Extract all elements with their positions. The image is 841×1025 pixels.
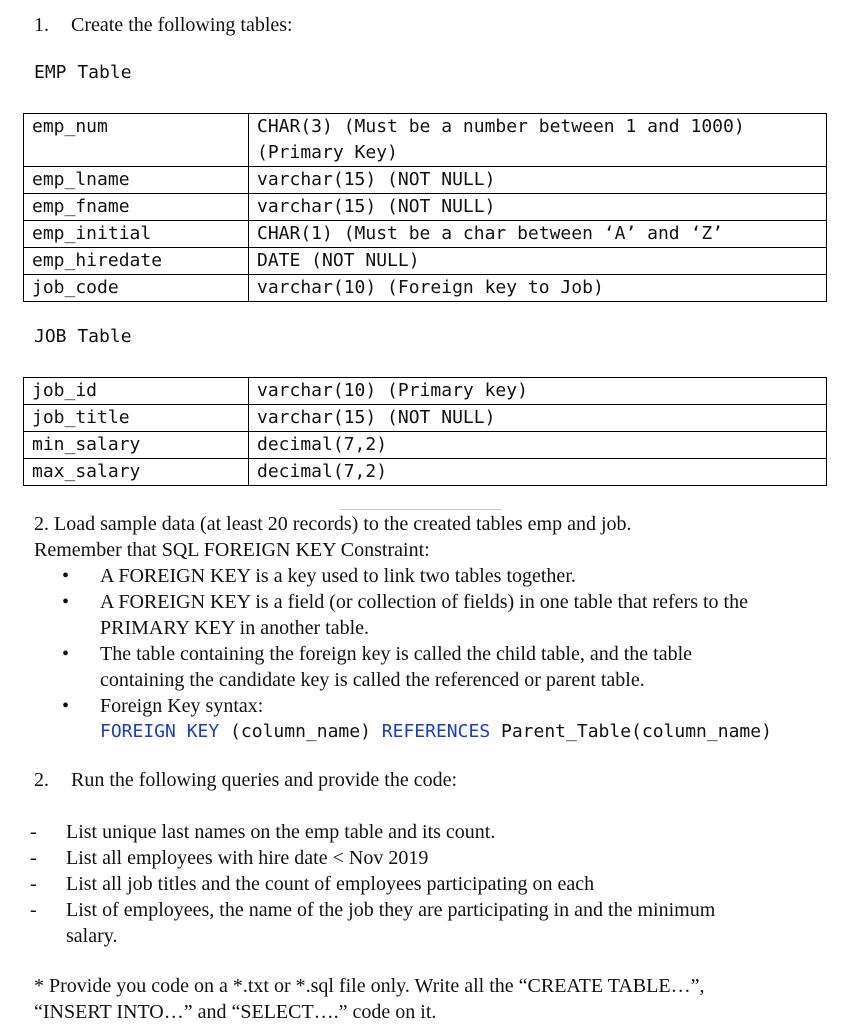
table-row bbox=[24, 405, 827, 432]
column-name: job_title bbox=[24, 405, 249, 432]
bullet-text: PRIMARY KEY in another table. bbox=[100, 617, 370, 639]
task2a-line2: Remember that SQL FOREIGN KEY Constraint: bbox=[34, 539, 430, 561]
note-line1: * Provide you code on a *.txt or *.sql file only. Write all the “CREATE TABLE…”, bbox=[34, 975, 705, 997]
list-item bbox=[62, 563, 772, 589]
task2b-heading bbox=[34, 767, 457, 793]
syntax-keyword: FOREIGN KEY bbox=[100, 721, 220, 742]
list-item bbox=[30, 871, 830, 897]
dash-marker: - bbox=[30, 821, 37, 843]
bullet-icon: • bbox=[62, 695, 70, 717]
list-item bbox=[62, 589, 772, 641]
job-table-title: JOB Table bbox=[34, 326, 132, 347]
query-text: List all job titles and the count of employees participating on each bbox=[66, 873, 595, 895]
definition-line: CHAR(3) (Must be a number between 1 and 1000) bbox=[257, 116, 745, 137]
query-text: List of employees, the name of the job they are participating in and the minimum bbox=[66, 899, 716, 921]
syntax-keyword: REFERENCES bbox=[381, 721, 491, 742]
column-definition: varchar(15) (NOT NULL) bbox=[249, 405, 827, 432]
bullet-text: The table containing the foreign key is called the child table, and the table bbox=[100, 643, 693, 665]
table-row bbox=[24, 221, 827, 248]
list-item bbox=[62, 641, 772, 693]
table-row bbox=[24, 248, 827, 275]
query-text: salary. bbox=[66, 925, 118, 947]
column-definition: varchar(15) (NOT NULL) bbox=[249, 194, 827, 221]
query-text: List unique last names on the emp table and its count. bbox=[66, 821, 496, 843]
column-definition: CHAR(1) (Must be a char between ‘A’ and ‘Z’ bbox=[249, 221, 827, 248]
list-item bbox=[30, 845, 830, 871]
query-text: List all employees with hire date < Nov 2019 bbox=[66, 847, 429, 869]
foreign-key-bullets bbox=[62, 563, 772, 745]
bullet-icon: • bbox=[62, 591, 70, 613]
definition-line: (Primary Key) bbox=[257, 142, 398, 163]
dash-marker: - bbox=[30, 847, 37, 869]
column-name: emp_fname bbox=[24, 194, 249, 221]
column-definition: varchar(10) (Foreign key to Job) bbox=[249, 275, 827, 302]
column-definition: varchar(15) (NOT NULL) bbox=[249, 167, 827, 194]
table-row bbox=[24, 432, 827, 459]
table-row bbox=[24, 459, 827, 486]
task1-text: Create the following tables: bbox=[71, 14, 293, 36]
task1-heading bbox=[34, 12, 293, 38]
task2a-line1: 2. Load sample data (at least 20 records) to the created tables emp and job. bbox=[34, 513, 632, 535]
bullet-icon: • bbox=[62, 565, 70, 587]
bullet-icon: • bbox=[62, 643, 70, 665]
dash-marker: - bbox=[30, 873, 37, 895]
column-name: max_salary bbox=[24, 459, 249, 486]
column-name: emp_lname bbox=[24, 167, 249, 194]
table-row bbox=[24, 275, 827, 302]
column-definition: decimal(7,2) bbox=[249, 432, 827, 459]
divider bbox=[340, 509, 502, 510]
syntax-text: (column_name) bbox=[219, 721, 382, 742]
bullet-text: A FOREIGN KEY is a key used to link two tables together. bbox=[100, 565, 576, 587]
column-definition: varchar(10) (Primary key) bbox=[249, 378, 827, 405]
dash-marker: - bbox=[30, 899, 37, 921]
job-table bbox=[23, 377, 827, 486]
column-definition bbox=[249, 114, 827, 167]
note-line2: “INSERT INTO…” and “SELECT….” code on it. bbox=[34, 1001, 437, 1023]
task1-number: 1. bbox=[34, 14, 49, 36]
column-name: job_code bbox=[24, 275, 249, 302]
task2b-text: Run the following queries and provide the code: bbox=[71, 769, 458, 791]
column-definition: DATE (NOT NULL) bbox=[249, 248, 827, 275]
column-name: emp_initial bbox=[24, 221, 249, 248]
list-item bbox=[30, 897, 830, 949]
bullet-text: A FOREIGN KEY is a field (or collection of fields) in one table that refers to the bbox=[100, 591, 748, 613]
column-name: job_id bbox=[24, 378, 249, 405]
column-name: emp_hiredate bbox=[24, 248, 249, 275]
bullet-text: Foreign Key syntax: bbox=[100, 695, 264, 717]
list-item bbox=[62, 693, 772, 745]
table-row bbox=[24, 167, 827, 194]
emp-table-title: EMP Table bbox=[34, 62, 132, 83]
emp-table bbox=[23, 113, 827, 302]
table-row bbox=[24, 194, 827, 221]
syntax-text: Parent_Table(column_name) bbox=[490, 721, 772, 742]
column-name: emp_num bbox=[24, 114, 249, 167]
list-item bbox=[30, 819, 830, 845]
table-row bbox=[24, 378, 827, 405]
task2b-number: 2. bbox=[34, 769, 49, 791]
foreign-key-syntax bbox=[100, 719, 772, 745]
column-name: min_salary bbox=[24, 432, 249, 459]
bullet-text: containing the candidate key is called the referenced or parent table. bbox=[100, 669, 645, 691]
column-definition: decimal(7,2) bbox=[249, 459, 827, 486]
table-row bbox=[24, 114, 827, 167]
query-list bbox=[30, 819, 830, 949]
